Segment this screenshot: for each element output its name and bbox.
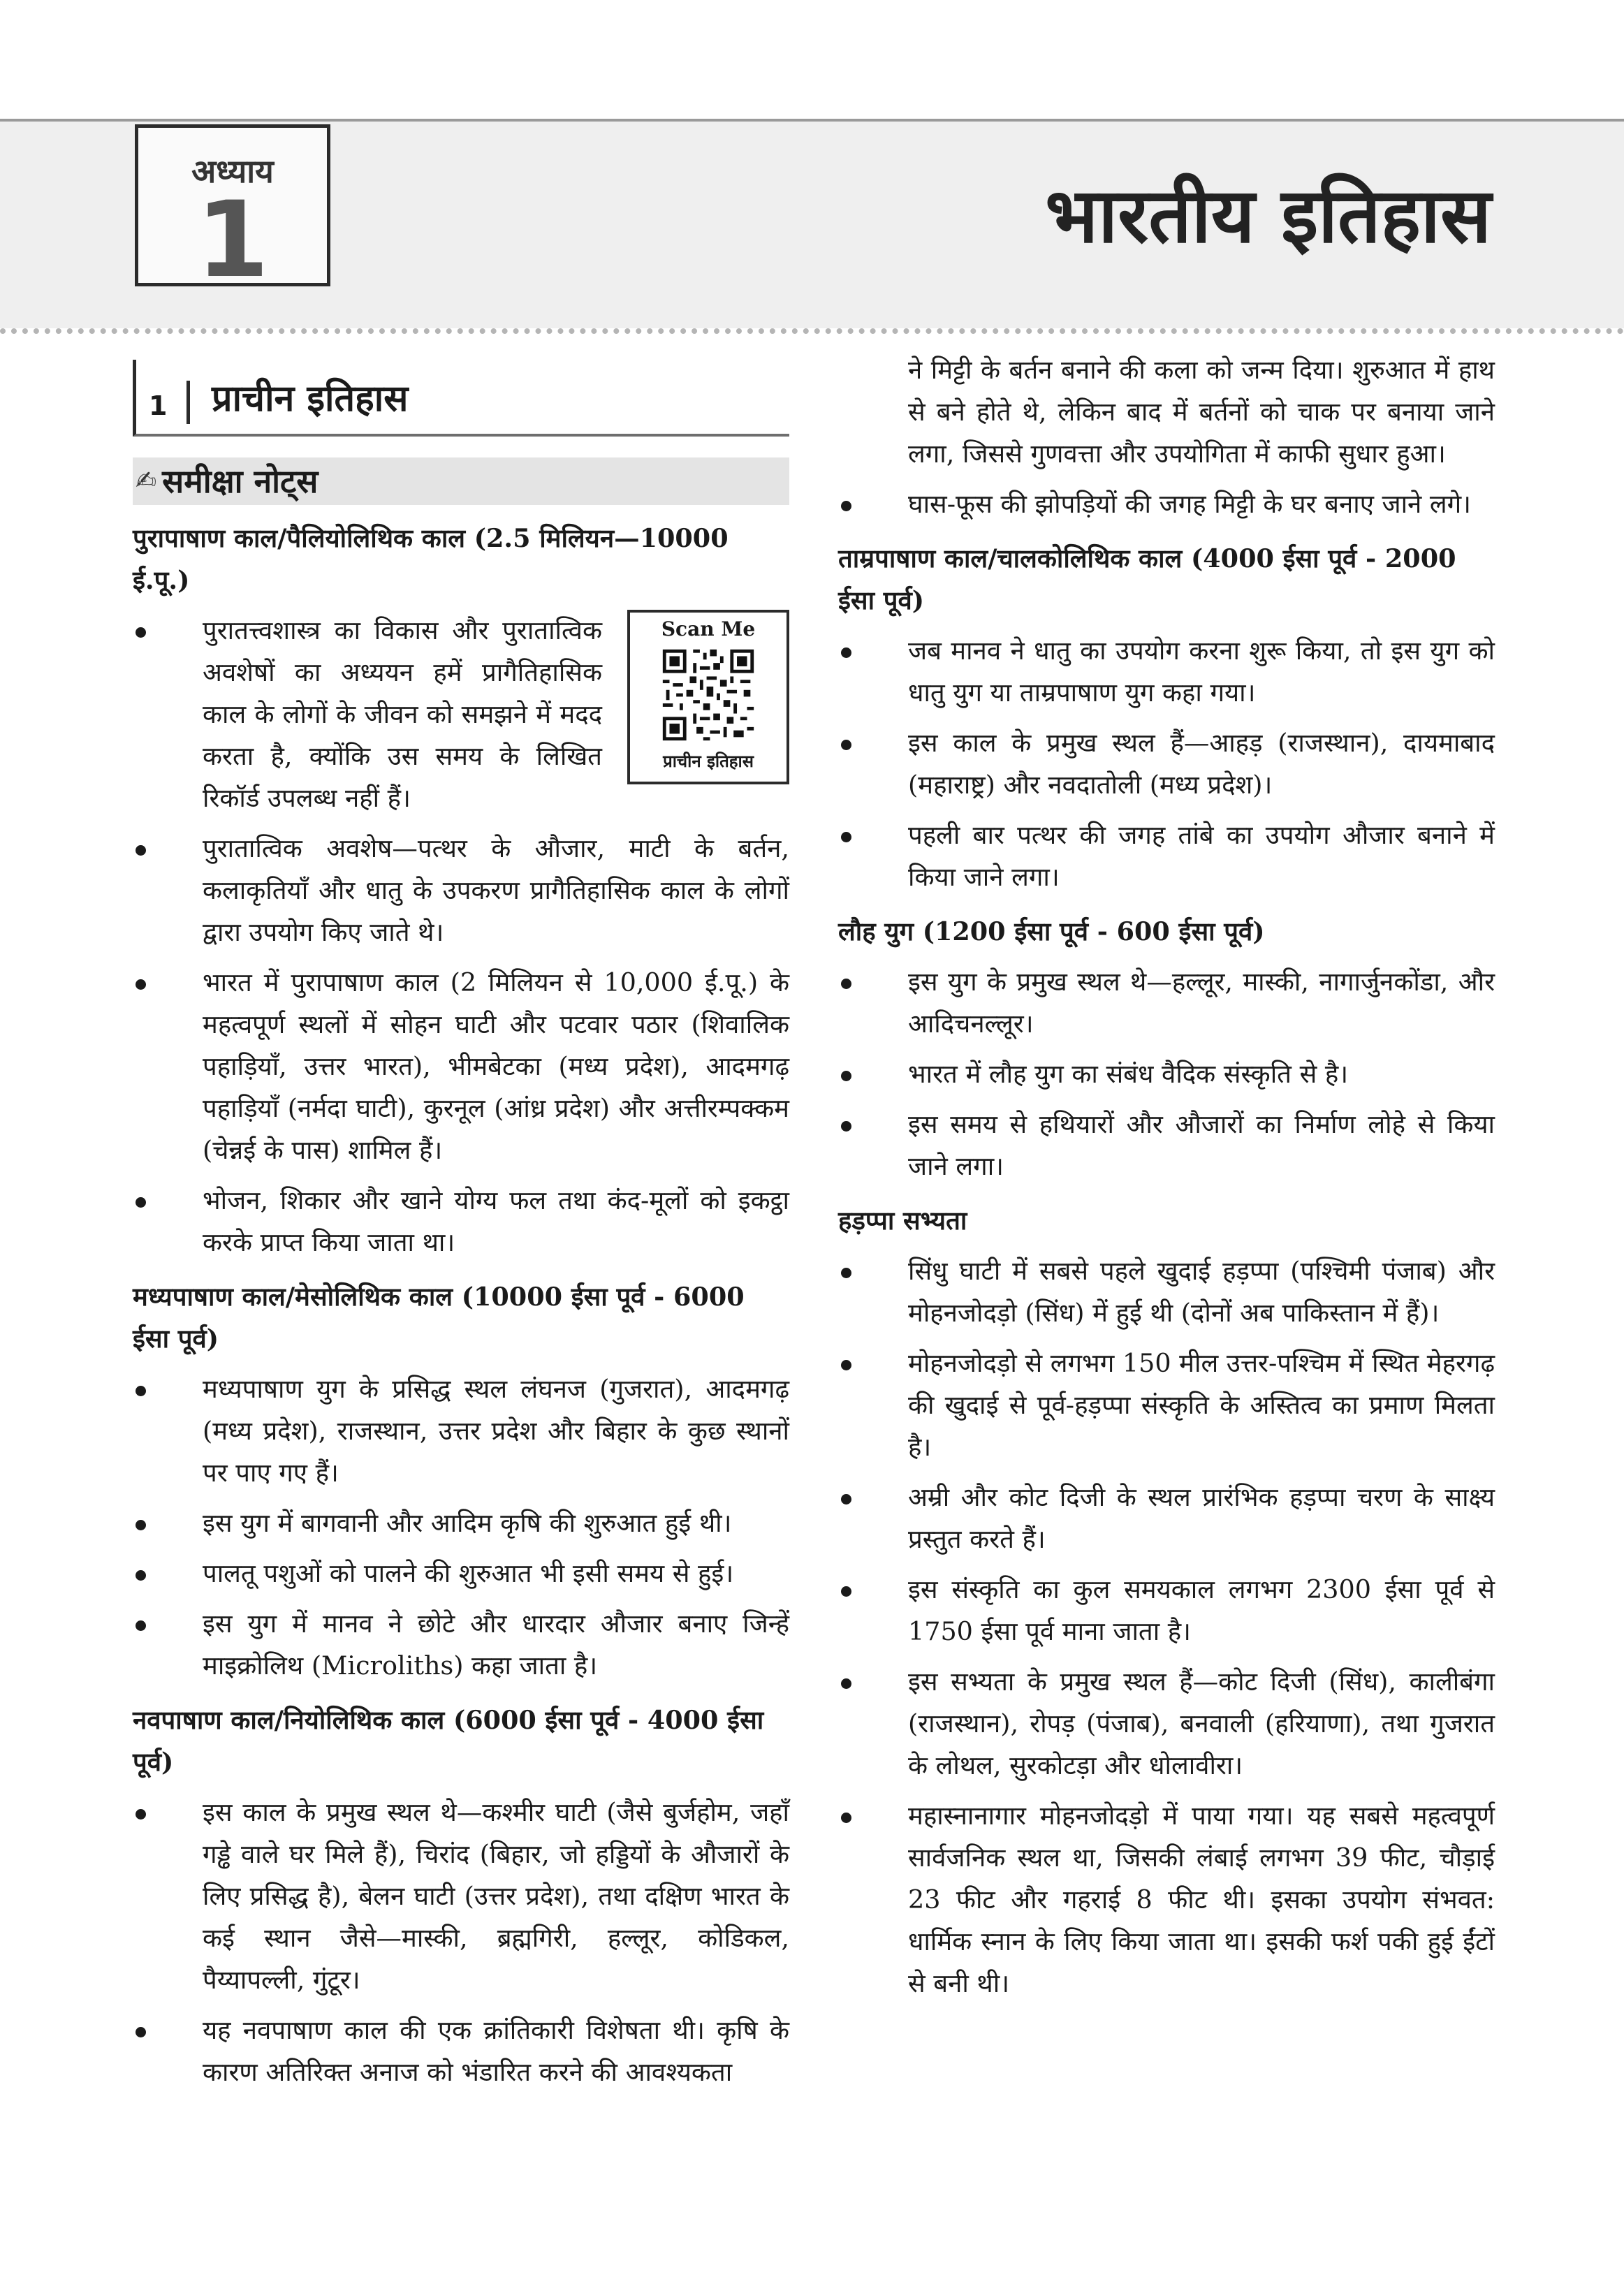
bullet-icon [841,647,851,658]
chapter-title: भारतीय इतिहास [1045,173,1491,260]
paleolithic-list [133,828,789,1264]
list-item: इस सभ्यता के प्रमुख स्थल हैं—कोट दिजी (सिंध), कालीबंगा (राजस्थान), रोपड़ (पंजाब), बनवाली (हरियाणा), तथा गुजरात के लोथल, सुरकोटड़ा और धोलावीरा। [838,1661,1495,1787]
chapter-number: 1 [196,180,270,301]
notes-banner [133,457,789,505]
harappan-heading: हड़प्पा सभ्यता [838,1206,967,1236]
bullet-icon [136,1386,146,1396]
list-item: यह नवपाषाण काल की एक क्रांतिकारी विशेषता थी। कृषि के कारण अतिरिक्त अनाज को भंडारित करने की आवश्यकता [133,2010,789,2093]
section-number: 1 [149,390,168,421]
section-heading [133,360,789,437]
list-item: सिंधु घाटी में सबसे पहले खुदाई हड़प्पा (पश्चिमी पंजाब) और मोहनजोदड़ो (सिंध) में हुई थी (दोनों अब पाकिस्तान में हैं)। [838,1250,1495,1334]
neolithic-list [133,1792,789,2093]
list-item: पहली बार पत्थर की जगह तांबे का उपयोग औजार बनाने में किया जाने लगा। [838,814,1495,898]
qr-caption: प्राचीन इतिहास [663,752,754,771]
bullet-icon [841,1494,851,1505]
list-item: घास-फूस की झोपड़ियों की जगह मिट्टी के घर बनाए जाने लगे। [838,483,1495,525]
bullet-icon [136,1809,146,1820]
neolithic-heading: नवपाषाण काल/नियोलिथिक काल (6000 ईसा पूर्व - 4000 ईसा पूर्व) [133,1705,764,1777]
header-divider [0,328,1624,334]
bullet-icon [841,979,851,989]
paleolithic-list-first [133,610,602,828]
chapter-label: अध्याय [191,152,274,190]
bullet-icon [841,1813,851,1823]
bullet-icon [841,501,851,511]
bullet-icon [841,1071,851,1081]
list-item: पुरातात्विक अवशेष—पत्थर के औजार, माटी के बर्तन, कलाकृतियाँ और धातु के उपकरण प्रागैतिहासिक काल के लोगों द्वारा उपयोग किए जाते थे। [133,828,789,953]
bullet-icon [136,627,146,638]
bullet-icon [841,740,851,750]
mesolithic-heading: मध्यपाषाण काल/मेसोलिथिक काल (10000 ईसा पूर्व - 6000 ईसा पूर्व) [133,1282,745,1354]
bullet-icon [136,845,146,856]
bullet-icon [136,1520,146,1530]
mesolithic-list [133,1368,789,1687]
list-item: इस युग में मानव ने छोटे और धारदार औजार बनाए जिन्हें माइक्रोलिथ (Microliths) कहा जाता है। [133,1603,789,1687]
list-item: इस युग के प्रमुख स्थल थे—हल्लूर, मास्की, नागार्जुनकोंडा, और आदिचनल्लूर। [838,961,1495,1045]
notes-label: समीक्षा नोट्स [162,462,319,500]
iron-age-list [838,961,1495,1187]
continued-text: ने मिट्टी के बर्तन बनाने की कला को जन्म दिया। शुरुआत में हाथ से बने होते थे, लेकिन बाद में बर्तनों को चाक पर बनाया जाने लगा, जिससे गुणवत्ता और उपयोगिता में काफी सुधार हुआ। [908,355,1495,469]
qr-code-icon[interactable] [659,646,757,744]
bullet-icon [841,1360,851,1370]
list-item: इस युग में बागवानी और आदिम कृषि की शुरुआत हुई थी। [133,1502,789,1544]
list-item: भारत में लौह युग का संबंध वैदिक संस्कृति से है। [838,1053,1495,1095]
right-column [838,349,1495,2013]
list-item: जब मानव ने धातु का उपयोग करना शुरू किया, तो इस युग को धातु युग या ताम्रपाषाण युग कहा गया। [838,630,1495,714]
bullet-icon [841,832,851,842]
harappan-list [838,1250,1495,2005]
list-item: इस संस्कृति का कुल समयकाल लगभग 2300 ईसा पूर्व से 1750 ईसा पूर्व माना जाता है। [838,1569,1495,1653]
bullet-icon [841,1586,851,1597]
list-item: इस समय से हथियारों और औजारों का निर्माण लोहे से किया जाने लगा। [838,1104,1495,1187]
bullet-icon [136,1620,146,1631]
section-divider [186,381,190,424]
pencil-icon: ✍ [136,467,157,495]
qr-scan-label: Scan Me [661,617,756,640]
chalcolithic-heading: ताम्रपाषाण काल/चालकोलिथिक काल (4000 ईसा पूर्व - 2000 ईसा पूर्व) [838,543,1456,615]
bullet-icon [136,2027,146,2037]
chalcolithic-list [838,630,1495,898]
list-item: भारत में पुरापाषाण काल (2 मिलियन से 10,000 ई.पू.) के महत्वपूर्ण स्थलों में सोहन घाटी और पटवार पठार (शिवालिक पहाड़ियाँ, उत्तर भारत), भीमबेटका (मध्य प्रदेश), आदमगढ़ पहाड़ियाँ (नर्मदा घाटी), कुरनूल (आंध्र प्रदेश) और अत्तीरम्पक्कम (चेन्नई के पास) शामिल हैं। [133,962,789,1171]
list-item: अम्री और कोट दिजी के स्थल प्रारंभिक हड़प्पा चरण के साक्ष्य प्रस्तुत करते हैं। [838,1477,1495,1560]
list-item: पुरातत्त्वशास्त्र का विकास और पुरातात्विक अवशेषों का अध्ययन हमें प्रागैतिहासिक काल के लोगों के जीवन को समझने में मदद करता है, क्योंकि उस समय के लिखित रिकॉर्ड उपलब्ध नहीं हैं। [133,610,602,819]
list-item: इस काल के प्रमुख स्थल हैं—आहड़ (राजस्थान), दायमाबाद (महाराष्ट्र) और नवदातोली (मध्य प्रदेश)। [838,722,1495,806]
list-item: महास्नानागार मोहनजोदड़ो में पाया गया। यह सबसे महत्वपूर्ण सार्वजनिक स्थल था, जिसकी लंबाई लगभग 39 फीट, चौड़ाई 23 फीट और गहराई 8 फीट थी। इसका उपयोग संभवत: धार्मिक स्नान के लिए किया जाता था। इसकी फर्श पकी हुई ईंटों से बनी थी। [838,1795,1495,2005]
chapter-box [135,124,330,301]
left-column [133,349,789,2102]
bullet-icon [136,1197,146,1208]
bullet-icon [136,979,146,990]
section-title: प्राचीन इतिहास [212,378,409,420]
bullet-icon [841,1268,851,1278]
list-item: मध्यपाषाण युग के प्रसिद्ध स्थल लंघनज (गुजरात), आदमगढ़ (मध्य प्रदेश), राजस्थान, उत्तर प्रदेश और बिहार के कुछ स्थानों पर पाए गए हैं। [133,1368,789,1494]
list-item: भोजन, शिकार और खाने योग्य फल तथा कंद-मूलों को इकट्ठा करके प्राप्त किया जाता था। [133,1180,789,1264]
bullet-icon [841,1678,851,1689]
qr-box[interactable] [627,610,789,784]
list-item: पालतू पशुओं को पालने की शुरुआत भी इसी समय से हुई। [133,1553,789,1595]
neolithic-list-continued [838,483,1495,525]
bullet-icon [841,1121,851,1132]
bullet-icon [136,1570,146,1581]
paleolithic-heading: पुरापाषाण काल/पैलियोलिथिक काल (2.5 मिलियन—10000 ई.पू.) [133,523,729,595]
paleolithic-intro [133,610,789,828]
list-item: इस काल के प्रमुख स्थल थे—कश्मीर घाटी (जैसे बुर्जहोम, जहाँ गड्ढे वाले घर मिले हैं), चिरांद (बिहार, जो हड्डियों के औजारों के लिए प्रसिद्ध है), बेलन घाटी (उत्तर प्रदेश), तथा दक्षिण भारत के कई स्थान जैसे—मास्की, ब्रह्मगिरी, हल्लूर, कोडिकल, पैय्यापल्ली, गुंटूर। [133,1792,789,2001]
iron-age-heading: लौह युग (1200 ईसा पूर्व - 600 ईसा पूर्व) [838,916,1265,946]
list-item: मोहनजोदड़ो से लगभग 150 मील उत्तर-पश्चिम में स्थित मेहरगढ़ की खुदाई से पूर्व-हड़प्पा संस्कृति के अस्तित्व का प्रमाण मिलता है। [838,1342,1495,1468]
